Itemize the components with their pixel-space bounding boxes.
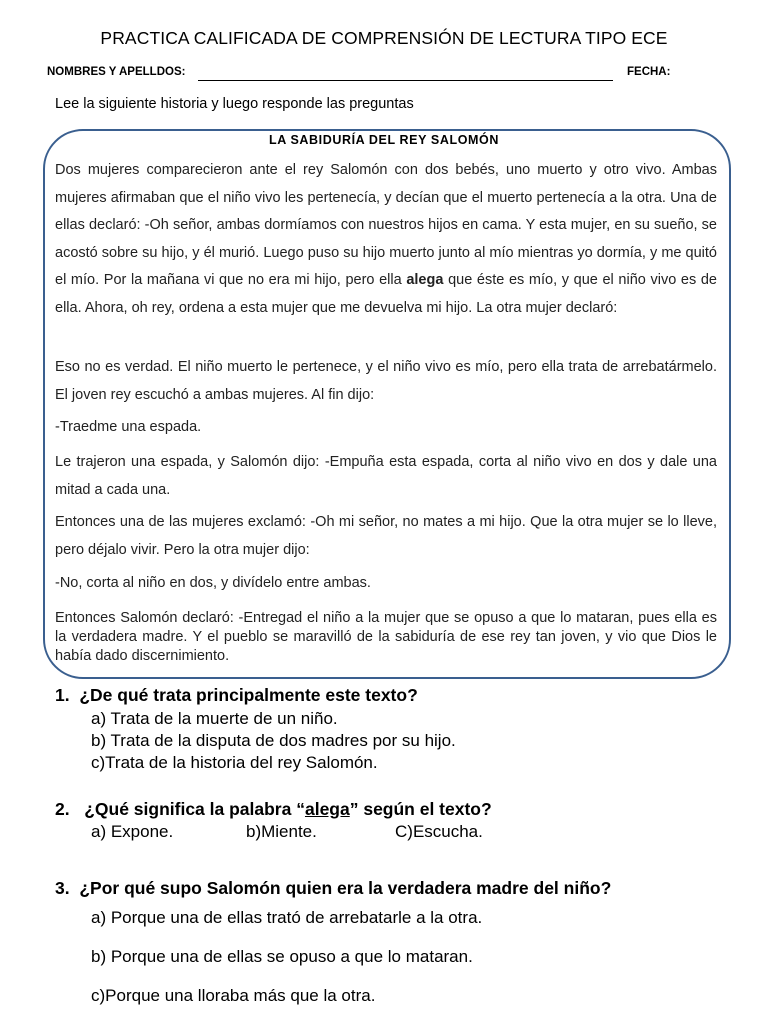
q1-option-c[interactable]: c)Trata de la historia del rey Salomón. xyxy=(91,753,378,772)
q1-option-a[interactable]: a) Trata de la muerte de un niño. xyxy=(91,709,338,728)
date-label: FECHA: xyxy=(627,66,671,78)
q3-option-b[interactable]: b) Porque una de ellas se opuso a que lo mataran. xyxy=(91,947,473,966)
question-keyword: alega xyxy=(304,799,350,819)
q2-option-a[interactable]: a) Expone. xyxy=(91,822,174,841)
story-paragraph-6: -No, corta al niño en dos, y divídelo entre ambas. xyxy=(55,575,371,591)
question-3: 3. ¿Por qué supo Salomón quien era la verdadera madre del niño? xyxy=(55,878,612,898)
story-paragraph-2: Eso no es verdad. El niño muerto le pertenece, y el niño vivo es mío, pero ella trata de arrebatármelo. El joven rey escuchó a ambas mujeres. Al fin dijo: xyxy=(55,359,717,403)
story-paragraph-4: Le trajeron una espada, y Salomón dijo: -Empuña esta espada, corta al niño vivo en dos y dale una mitad a cada una. xyxy=(55,454,717,498)
q1-option-b[interactable]: b) Trata de la disputa de dos madres por su hijo. xyxy=(91,731,456,750)
q2-option-b[interactable]: b)Miente. xyxy=(246,822,317,841)
names-label: NOMBRES Y APELLDOS: xyxy=(47,66,186,78)
story-paragraph-3: -Traedme una espada. xyxy=(55,419,202,435)
story-paragraph-5: Entonces una de las mujeres exclamó: -Oh mi señor, no mates a mi hijo. Que la otra mujer se lo lleve, pero déjalo vivir. Pero la otra mujer dijo: xyxy=(55,514,717,558)
q3-option-c[interactable]: c)Porque una lloraba más que la otra. xyxy=(91,986,376,1005)
story-title: LA SABIDURÍA DEL REY SALOMÓN xyxy=(268,133,499,147)
page-title: PRACTICA CALIFICADA DE COMPRENSIÓN DE LECTURA TIPO ECE xyxy=(100,28,668,48)
story-paragraph-1: Dos mujeres comparecieron ante el rey Salomón con dos bebés, uno muerto y otro vivo. Ambas mujeres afirmaban que el niño vivo les pertenecía, y decían que el muerto pertenecía a la otra. Una de ellas declaró: -Oh señor, ambas dormíamos con nuestros hijos en cama. Y esta mujer, en su sueño, se acostó sobre su hijo, y él murió. Luego puso su hijo muerto junto al mío mientras yo dormía, y me quitó el mío. Por la mañana vi que no era mi hijo, pero ella alega que éste es mío, y que el niño vivo es de ella. Ahora, oh rey, ordena a esta mujer que me devuelva mi hijo. La otra mujer declaró: xyxy=(55,162,717,316)
question-1: 1. ¿De qué trata principalmente este texto? xyxy=(55,685,418,705)
names-write-line[interactable] xyxy=(198,80,613,81)
story-keyword: alega xyxy=(406,272,444,288)
question-2: 2. ¿Qué significa la palabra “alega” según el texto? xyxy=(55,799,492,819)
story-paragraph-7: Entonces Salomón declaró: -Entregad el niño a la mujer que se opuso a que lo mataran, pues ella es la verdadera madre. Y el pueblo se maravilló de la sabiduría de ese rey tan joven, y vio que Dios le había dado discernimiento. xyxy=(55,610,717,664)
q2-option-c[interactable]: C)Escucha. xyxy=(395,822,483,841)
q3-option-a[interactable]: a) Porque una de ellas trató de arrebatarle a la otra. xyxy=(91,908,483,927)
instruction-text: Lee la siguiente historia y luego responde las preguntas xyxy=(55,96,414,112)
